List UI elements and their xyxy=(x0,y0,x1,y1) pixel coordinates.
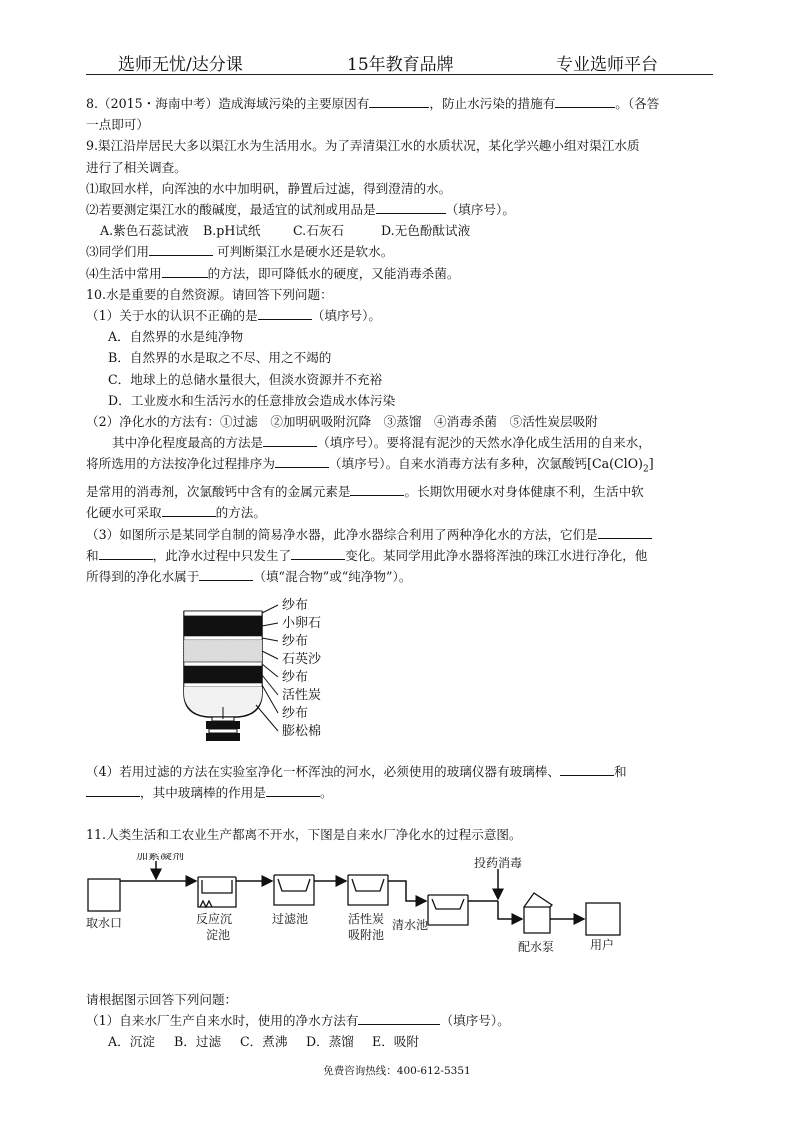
q9-blank-2 xyxy=(376,201,446,214)
header-right: 专业选师平台 xyxy=(556,55,658,75)
label-carbon-2: 吸附池 xyxy=(348,927,385,942)
label-user: 用户 xyxy=(590,937,615,952)
q9-options: A.紫色石蕊试液 B.pH试纸 C.石灰石 D.无色酚酞试液 xyxy=(100,223,471,239)
filter-label-gauze-2: 纱布 xyxy=(282,634,309,650)
q11-prompt: 请根据图示回答下列问题： xyxy=(86,991,238,1007)
q10-blank-1 xyxy=(258,307,312,320)
filter-label-gauze-3: 纱布 xyxy=(282,670,309,686)
water-filter-svg xyxy=(178,593,398,761)
q10-title: 10.水是重要的自然资源。请回答下列问题： xyxy=(86,286,333,302)
footer-hotline: 免费咨询热线：400-612-5351 xyxy=(323,1065,471,1077)
q8-line2: 一点即可） xyxy=(86,117,149,133)
header-left: 选师无忧/达分课 xyxy=(118,55,243,75)
header-center: 15年教育品牌 xyxy=(347,55,454,75)
q11-title: 11.人类生活和工农业生产都离不开水，下图是自来水厂净化水的过程示意图。 xyxy=(86,826,522,842)
label-clear-water: 清水池 xyxy=(392,917,429,932)
q8-line1: 8.（2015・海南中考）造成海域污染的主要原因有 ，防止水污染的措施有 。（各答 xyxy=(86,96,660,111)
filter-label-quartz-sand: 石英沙 xyxy=(282,652,322,668)
q9-blank-3 xyxy=(149,243,213,256)
q8-blank-1 xyxy=(369,95,429,108)
label-carbon-1: 活性炭 xyxy=(348,911,385,926)
q10-option-d: D．工业废水和生活污水的任意排放会造成水体污染 xyxy=(108,392,396,408)
water-filter-diagram xyxy=(178,593,712,761)
q10-part2-methods: （2）净化水的方法有：①过滤 ②加明矾吸附沉降 ③蒸馏 ④消毒杀菌 ⑤活性炭层吸附 xyxy=(86,414,598,430)
q10-part3-line1: （3）如图所示是某同学自制的简易净水器，此净水器综合利用了两种净化水的方法，它们是 xyxy=(86,524,712,545)
q10-option-c: C．地球上的总储水量很大，但淡水资源并不充裕 xyxy=(108,371,383,387)
filter-label-cotton: 膨松棉 xyxy=(282,724,322,740)
q10-option-a: A．自然界的水是纯净物 xyxy=(108,329,244,345)
q10-part2-line2: 其中净化程度最高的方法是 （填序号）。要将混有泥沙的天然水净化成生活用的自来水， xyxy=(112,435,651,451)
q9-intro-1: 9.渠江沿岸居民大多以渠江水为生活用水。为了弄清渠江水的水质状况，某化学兴趣小组对渠江水质 xyxy=(86,138,640,154)
q9-intro-2: 进行了相关调查。 xyxy=(86,159,187,175)
q9-step-3: ⑶同学们用 可判断渠江水是硬水还是软水。 xyxy=(86,244,394,260)
q10-part2-line3: 将所选用的方法按净化过程排序为 （填序号）。自来水消毒方法有多种，次氯酸钙$[Ca(ClO)_2]$ xyxy=(86,456,654,475)
filter-label-gauze-4: 纱布 xyxy=(282,706,309,722)
filter-label-activated-carbon: 活性炭 xyxy=(282,688,322,704)
q10-part1: （1）关于水的认识不正确的是 （填序号）。 xyxy=(86,308,381,324)
document-body xyxy=(86,93,712,1052)
filter-label-gauze-1: 纱布 xyxy=(282,598,309,614)
label-disinfect: 投药消毒 xyxy=(474,855,523,870)
label-filter: 过滤池 xyxy=(272,911,309,926)
q10-option-b: B．自然界的水是取之不尽、用之不竭的 xyxy=(108,350,332,366)
q10-part3-line2: 和 ，此净水过程中只发生了 变化。某同学用此净水器将浑浊的珠江水进行净化，他 xyxy=(86,547,648,563)
q9-step-1: ⑴取回水样，向浑浊的水中加明矾，静置后过滤，得到澄清的水。 xyxy=(86,180,452,196)
q10-part4-line2: ，其中玻璃棒的作用是 。 xyxy=(86,782,712,803)
q10-part2-line5: 化硬水可采取 的方法。 xyxy=(86,505,266,521)
q11-part1: （1）自来水厂生产自来水时，使用的净水方法有 （填序号）。 xyxy=(86,1013,510,1028)
label-pump: 配水泵 xyxy=(518,939,555,954)
q10-part2-line4: 是常用的消毒剂，次氯酸钙中含有的金属元素是 。长期饮用硬水对身体健康不利，生活中软 xyxy=(86,484,644,500)
q9-blank-4 xyxy=(162,265,208,278)
q10-part4-line1: （4）若用过滤的方法在实验室净化一杯浑浊的河水，必须使用的玻璃仪器有玻璃棒、 和 xyxy=(86,764,627,780)
q10-part3-line3: 所得到的净化水属于 （填“混合物”或“纯净物”）。 xyxy=(86,568,412,584)
header-divider xyxy=(86,74,713,75)
q8-blank-2 xyxy=(555,95,615,108)
label-intake: 取水口 xyxy=(86,915,123,930)
q9-step-2: ⑵若要测定渠江水的酸碱度，最适宜的试剂或用品是 （填序号）。 xyxy=(86,202,515,218)
water-plant-diagram xyxy=(86,853,712,989)
label-settle-1: 反应沉 xyxy=(196,911,233,926)
page-header xyxy=(0,50,794,74)
q9-step-4: ⑷生活中常用 的方法，即可降低水的硬度，又能消毒杀菌。 xyxy=(86,265,460,281)
water-plant-svg xyxy=(86,853,712,989)
label-additive: 加絮凝剂 xyxy=(136,852,185,862)
label-settle-2: 淀池 xyxy=(206,927,231,942)
q11-options: A．沉淀 B．过滤 C．煮沸 D．蒸馏 E．吸附 xyxy=(108,1034,419,1050)
filter-label-pebble: 小卵石 xyxy=(282,616,322,632)
